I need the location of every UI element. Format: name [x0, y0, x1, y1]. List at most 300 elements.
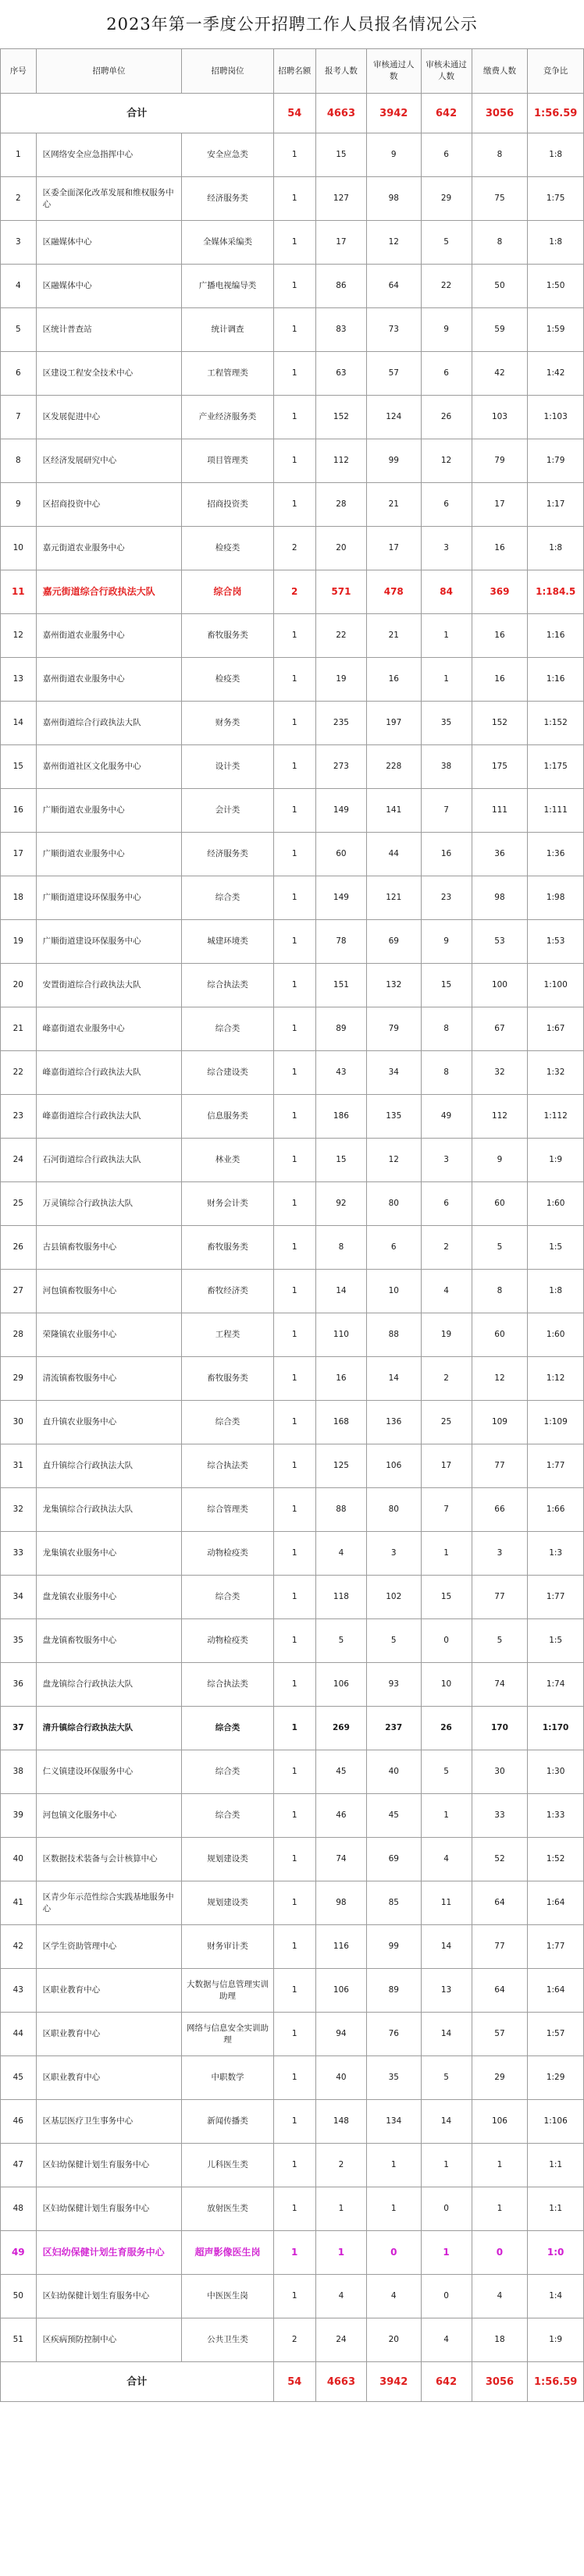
cell-quota: 1 [273, 1707, 315, 1750]
cell-passed: 106 [367, 1444, 421, 1488]
cell-failed: 1 [421, 1532, 472, 1576]
table-row [1, 2187, 584, 2231]
cell-position: 综合岗 [182, 570, 273, 614]
cell-ratio: 1:64 [528, 1881, 584, 1925]
cell-applicants: 63 [315, 352, 366, 396]
header-unit: 招聘单位 [36, 49, 182, 94]
cell-failed: 4 [421, 2318, 472, 2362]
cell-failed: 17 [421, 1444, 472, 1488]
cell-ratio: 1:16 [528, 614, 584, 658]
cell-passed: 73 [367, 308, 421, 352]
cell-applicants: 106 [315, 1969, 366, 2013]
cell-passed: 1 [367, 2187, 421, 2231]
cell-passed: 197 [367, 702, 421, 745]
cell-applicants: 110 [315, 1313, 366, 1357]
cell-paid: 16 [472, 658, 528, 702]
cell-failed: 7 [421, 1488, 472, 1532]
cell-no: 8 [1, 439, 37, 483]
cell-applicants: 273 [315, 745, 366, 789]
cell-failed: 8 [421, 1051, 472, 1095]
cell-applicants: 16 [315, 1357, 366, 1401]
cell-applicants: 571 [315, 570, 366, 614]
cell-passed: 85 [367, 1881, 421, 1925]
cell-quota: 1 [273, 1095, 315, 1139]
table-row [1, 833, 584, 876]
cell-paid: 50 [472, 265, 528, 308]
cell-passed: 45 [367, 1794, 421, 1838]
cell-no: 17 [1, 833, 37, 876]
cell-unit: 嘉元街道农业服务中心 [36, 527, 182, 570]
cell-unit: 区数据技术装备与会计核算中心 [36, 1838, 182, 1881]
total-label: 合计 [1, 2362, 274, 2402]
cell-paid: 16 [472, 614, 528, 658]
total-quota: 54 [273, 94, 315, 133]
total-passed: 3942 [367, 2362, 421, 2402]
header-applicants: 报考人数 [315, 49, 366, 94]
cell-no: 22 [1, 1051, 37, 1095]
cell-applicants: 152 [315, 396, 366, 439]
cell-no: 9 [1, 483, 37, 527]
cell-ratio: 1:8 [528, 1270, 584, 1313]
cell-unit: 清升镇综合行政执法大队 [36, 1707, 182, 1750]
cell-unit: 河包镇畜牧服务中心 [36, 1270, 182, 1313]
total-paid: 3056 [472, 94, 528, 133]
cell-ratio: 1:4 [528, 2275, 584, 2318]
cell-paid: 18 [472, 2318, 528, 2362]
cell-no: 4 [1, 265, 37, 308]
cell-ratio: 1:32 [528, 1051, 584, 1095]
cell-ratio: 1:112 [528, 1095, 584, 1139]
cell-paid: 60 [472, 1313, 528, 1357]
cell-unit: 区建设工程安全技术中心 [36, 352, 182, 396]
cell-passed: 102 [367, 1576, 421, 1619]
cell-position: 动物检疫类 [182, 1619, 273, 1663]
cell-position: 畜牧服务类 [182, 614, 273, 658]
cell-quota: 1 [273, 2275, 315, 2318]
cell-paid: 32 [472, 1051, 528, 1095]
table-row [1, 1532, 584, 1576]
cell-quota: 1 [273, 2187, 315, 2231]
cell-passed: 99 [367, 1925, 421, 1969]
cell-paid: 8 [472, 1270, 528, 1313]
cell-paid: 59 [472, 308, 528, 352]
table-row [1, 658, 584, 702]
cell-quota: 1 [273, 1226, 315, 1270]
cell-applicants: 1 [315, 2187, 366, 2231]
cell-position: 综合管理类 [182, 1488, 273, 1532]
cell-no: 46 [1, 2100, 37, 2144]
cell-paid: 8 [472, 221, 528, 265]
cell-quota: 1 [273, 658, 315, 702]
cell-paid: 79 [472, 439, 528, 483]
cell-passed: 136 [367, 1401, 421, 1444]
cell-ratio: 1:29 [528, 2056, 584, 2100]
cell-no: 27 [1, 1270, 37, 1313]
cell-position: 项目管理类 [182, 439, 273, 483]
cell-no: 39 [1, 1794, 37, 1838]
cell-quota: 1 [273, 265, 315, 308]
cell-failed: 4 [421, 1838, 472, 1881]
cell-applicants: 24 [315, 2318, 366, 2362]
table-row [1, 2013, 584, 2056]
total-quota: 54 [273, 2362, 315, 2402]
cell-quota: 1 [273, 1444, 315, 1488]
cell-no: 38 [1, 1750, 37, 1794]
cell-unit: 清流镇畜牧服务中心 [36, 1357, 182, 1401]
table-row [1, 2318, 584, 2362]
cell-no: 50 [1, 2275, 37, 2318]
cell-ratio: 1:67 [528, 1007, 584, 1051]
cell-position: 动物检疫类 [182, 1532, 273, 1576]
cell-paid: 52 [472, 1838, 528, 1881]
cell-quota: 1 [273, 352, 315, 396]
cell-position: 信息服务类 [182, 1095, 273, 1139]
cell-paid: 77 [472, 1444, 528, 1488]
table-row [1, 1226, 584, 1270]
cell-quota: 1 [273, 1663, 315, 1707]
cell-unit: 区融媒体中心 [36, 265, 182, 308]
table-row [1, 1707, 584, 1750]
cell-unit: 区疾病预防控制中心 [36, 2318, 182, 2362]
cell-passed: 99 [367, 439, 421, 483]
header-failed: 审核未通过人数 [421, 49, 472, 94]
cell-failed: 15 [421, 964, 472, 1007]
cell-unit: 万灵镇综合行政执法大队 [36, 1182, 182, 1226]
cell-applicants: 4 [315, 2275, 366, 2318]
cell-no: 15 [1, 745, 37, 789]
cell-position: 检疫类 [182, 527, 273, 570]
cell-position: 经济服务类 [182, 833, 273, 876]
cell-position: 综合类 [182, 1401, 273, 1444]
cell-position: 新闻传播类 [182, 2100, 273, 2144]
cell-unit: 河包镇文化服务中心 [36, 1794, 182, 1838]
cell-unit: 区职业教育中心 [36, 1969, 182, 2013]
cell-paid: 0 [472, 2231, 528, 2275]
cell-passed: 21 [367, 483, 421, 527]
cell-passed: 80 [367, 1182, 421, 1226]
cell-no: 25 [1, 1182, 37, 1226]
cell-applicants: 116 [315, 1925, 366, 1969]
cell-no: 3 [1, 221, 37, 265]
cell-position: 财务类 [182, 702, 273, 745]
cell-passed: 9 [367, 133, 421, 177]
table-row [1, 1139, 584, 1182]
cell-unit: 石河街道综合行政执法大队 [36, 1139, 182, 1182]
cell-applicants: 74 [315, 1838, 366, 1881]
cell-ratio: 1:109 [528, 1401, 584, 1444]
cell-paid: 16 [472, 527, 528, 570]
cell-passed: 69 [367, 1838, 421, 1881]
cell-ratio: 1:5 [528, 1619, 584, 1663]
cell-failed: 10 [421, 1663, 472, 1707]
cell-unit: 嘉州街道农业服务中心 [36, 614, 182, 658]
cell-applicants: 83 [315, 308, 366, 352]
cell-ratio: 1:17 [528, 483, 584, 527]
cell-ratio: 1:12 [528, 1357, 584, 1401]
cell-applicants: 94 [315, 2013, 366, 2056]
cell-no: 51 [1, 2318, 37, 2362]
cell-quota: 1 [273, 177, 315, 221]
cell-ratio: 1:79 [528, 439, 584, 483]
cell-passed: 124 [367, 396, 421, 439]
cell-failed: 1 [421, 2231, 472, 2275]
cell-position: 工程类 [182, 1313, 273, 1357]
total-paid: 3056 [472, 2362, 528, 2402]
cell-ratio: 1:59 [528, 308, 584, 352]
table-row [1, 1401, 584, 1444]
cell-unit: 区学生资助管理中心 [36, 1925, 182, 1969]
cell-passed: 1 [367, 2144, 421, 2187]
cell-position: 财务审计类 [182, 1925, 273, 1969]
cell-ratio: 1:36 [528, 833, 584, 876]
header-position: 招聘岗位 [182, 49, 273, 94]
cell-no: 42 [1, 1925, 37, 1969]
cell-no: 21 [1, 1007, 37, 1051]
cell-unit: 区委全面深化改革发展和维权服务中心 [36, 177, 182, 221]
total-applicants: 4663 [315, 2362, 366, 2402]
cell-quota: 1 [273, 1925, 315, 1969]
cell-failed: 9 [421, 920, 472, 964]
table-row [1, 1576, 584, 1619]
table-row [1, 1357, 584, 1401]
cell-position: 会计类 [182, 789, 273, 833]
cell-ratio: 1:9 [528, 2318, 584, 2362]
cell-failed: 6 [421, 483, 472, 527]
table-row [1, 2275, 584, 2318]
cell-no: 1 [1, 133, 37, 177]
cell-no: 5 [1, 308, 37, 352]
cell-failed: 16 [421, 833, 472, 876]
cell-applicants: 22 [315, 614, 366, 658]
table-row [1, 614, 584, 658]
cell-failed: 49 [421, 1095, 472, 1139]
cell-paid: 170 [472, 1707, 528, 1750]
cell-paid: 1 [472, 2144, 528, 2187]
cell-passed: 16 [367, 658, 421, 702]
cell-unit: 区网络安全应急指挥中心 [36, 133, 182, 177]
table-row [1, 1663, 584, 1707]
cell-unit: 广顺街道农业服务中心 [36, 789, 182, 833]
cell-unit: 峰嘉街道农业服务中心 [36, 1007, 182, 1051]
cell-paid: 5 [472, 1619, 528, 1663]
cell-no: 24 [1, 1139, 37, 1182]
cell-no: 33 [1, 1532, 37, 1576]
cell-failed: 3 [421, 1139, 472, 1182]
cell-paid: 42 [472, 352, 528, 396]
cell-unit: 区统计普查站 [36, 308, 182, 352]
cell-unit: 直升镇农业服务中心 [36, 1401, 182, 1444]
cell-ratio: 1:175 [528, 745, 584, 789]
cell-failed: 14 [421, 2013, 472, 2056]
cell-unit: 峰嘉街道综合行政执法大队 [36, 1051, 182, 1095]
cell-passed: 228 [367, 745, 421, 789]
cell-ratio: 1:16 [528, 658, 584, 702]
header-passed: 审核通过人数 [367, 49, 421, 94]
cell-applicants: 43 [315, 1051, 366, 1095]
total-row-bottom [1, 2362, 584, 2402]
header-ratio: 竞争比 [528, 49, 584, 94]
cell-position: 广播电视编导类 [182, 265, 273, 308]
cell-ratio: 1:8 [528, 221, 584, 265]
cell-passed: 121 [367, 876, 421, 920]
total-row-top [1, 94, 584, 133]
cell-paid: 67 [472, 1007, 528, 1051]
cell-applicants: 269 [315, 1707, 366, 1750]
cell-paid: 106 [472, 2100, 528, 2144]
cell-applicants: 45 [315, 1750, 366, 1794]
cell-failed: 14 [421, 2100, 472, 2144]
cell-quota: 1 [273, 483, 315, 527]
table-row [1, 1488, 584, 1532]
cell-position: 产业经济服务类 [182, 396, 273, 439]
cell-passed: 3 [367, 1532, 421, 1576]
cell-applicants: 89 [315, 1007, 366, 1051]
header-quota: 招聘名额 [273, 49, 315, 94]
cell-position: 综合类 [182, 1794, 273, 1838]
cell-quota: 2 [273, 570, 315, 614]
cell-applicants: 86 [315, 265, 366, 308]
cell-passed: 478 [367, 570, 421, 614]
cell-passed: 79 [367, 1007, 421, 1051]
cell-quota: 1 [273, 221, 315, 265]
cell-applicants: 92 [315, 1182, 366, 1226]
cell-no: 2 [1, 177, 37, 221]
cell-applicants: 15 [315, 1139, 366, 1182]
cell-unit: 区经济发展研究中心 [36, 439, 182, 483]
cell-passed: 0 [367, 2231, 421, 2275]
cell-no: 18 [1, 876, 37, 920]
cell-unit: 龙集镇农业服务中心 [36, 1532, 182, 1576]
cell-applicants: 149 [315, 876, 366, 920]
cell-paid: 29 [472, 2056, 528, 2100]
cell-paid: 57 [472, 2013, 528, 2056]
table-row [1, 1619, 584, 1663]
cell-no: 34 [1, 1576, 37, 1619]
table-row [1, 920, 584, 964]
cell-passed: 4 [367, 2275, 421, 2318]
cell-paid: 369 [472, 570, 528, 614]
cell-paid: 109 [472, 1401, 528, 1444]
cell-passed: 21 [367, 614, 421, 658]
cell-failed: 35 [421, 702, 472, 745]
total-label: 合计 [1, 94, 274, 133]
header-paid: 缴费人数 [472, 49, 528, 94]
cell-position: 中职数学 [182, 2056, 273, 2100]
registration-table [0, 48, 584, 2402]
cell-quota: 1 [273, 745, 315, 789]
cell-unit: 盘龙镇畜牧服务中心 [36, 1619, 182, 1663]
cell-unit: 广顺街道农业服务中心 [36, 833, 182, 876]
cell-quota: 1 [273, 1969, 315, 2013]
table-row [1, 265, 584, 308]
cell-quota: 1 [273, 1313, 315, 1357]
cell-applicants: 98 [315, 1881, 366, 1925]
cell-ratio: 1:98 [528, 876, 584, 920]
cell-position: 畜牧经济类 [182, 1270, 273, 1313]
cell-ratio: 1:170 [528, 1707, 584, 1750]
cell-position: 统计调查 [182, 308, 273, 352]
cell-unit: 广顺街道建设环保服务中心 [36, 920, 182, 964]
cell-failed: 13 [421, 1969, 472, 2013]
table-row [1, 2144, 584, 2187]
cell-applicants: 5 [315, 1619, 366, 1663]
cell-unit: 嘉州街道农业服务中心 [36, 658, 182, 702]
cell-passed: 20 [367, 2318, 421, 2362]
cell-quota: 1 [273, 876, 315, 920]
cell-passed: 69 [367, 920, 421, 964]
cell-quota: 1 [273, 1139, 315, 1182]
cell-unit: 区妇幼保健计划生育服务中心 [36, 2275, 182, 2318]
cell-passed: 44 [367, 833, 421, 876]
cell-paid: 77 [472, 1925, 528, 1969]
table-row [1, 964, 584, 1007]
cell-ratio: 1:1 [528, 2187, 584, 2231]
cell-no: 26 [1, 1226, 37, 1270]
cell-position: 全媒体采编类 [182, 221, 273, 265]
page-title: 2023年第一季度公开招聘工作人员报名情况公示 [106, 15, 478, 34]
cell-quota: 1 [273, 439, 315, 483]
cell-position: 大数据与信息管理实训助理 [182, 1969, 273, 2013]
cell-failed: 8 [421, 1007, 472, 1051]
cell-unit: 区妇幼保健计划生育服务中心 [36, 2187, 182, 2231]
cell-failed: 22 [421, 265, 472, 308]
cell-no: 48 [1, 2187, 37, 2231]
cell-quota: 1 [273, 1881, 315, 1925]
cell-passed: 88 [367, 1313, 421, 1357]
cell-unit: 仁义镇建设环保服务中心 [36, 1750, 182, 1794]
cell-applicants: 19 [315, 658, 366, 702]
cell-quota: 1 [273, 1576, 315, 1619]
table-row [1, 1838, 584, 1881]
cell-ratio: 1:152 [528, 702, 584, 745]
cell-paid: 4 [472, 2275, 528, 2318]
cell-passed: 135 [367, 1095, 421, 1139]
cell-unit: 区青少年示范性综合实践基地服务中心 [36, 1881, 182, 1925]
table-row [1, 133, 584, 177]
table-row [1, 1444, 584, 1488]
cell-paid: 30 [472, 1750, 528, 1794]
cell-no: 31 [1, 1444, 37, 1488]
cell-passed: 14 [367, 1357, 421, 1401]
cell-quota: 1 [273, 1007, 315, 1051]
cell-unit: 区职业教育中心 [36, 2056, 182, 2100]
cell-position: 超声影像医生岗 [182, 2231, 273, 2275]
table-row [1, 1182, 584, 1226]
cell-no: 45 [1, 2056, 37, 2100]
cell-quota: 1 [273, 1619, 315, 1663]
cell-applicants: 88 [315, 1488, 366, 1532]
cell-quota: 1 [273, 920, 315, 964]
cell-passed: 64 [367, 265, 421, 308]
cell-position: 综合执法类 [182, 1444, 273, 1488]
cell-paid: 53 [472, 920, 528, 964]
cell-failed: 3 [421, 527, 472, 570]
cell-applicants: 1 [315, 2231, 366, 2275]
cell-position: 综合类 [182, 876, 273, 920]
cell-applicants: 78 [315, 920, 366, 964]
cell-failed: 5 [421, 1750, 472, 1794]
cell-paid: 1 [472, 2187, 528, 2231]
cell-position: 工程管理类 [182, 352, 273, 396]
total-passed: 3942 [367, 94, 421, 133]
table-row [1, 1969, 584, 2013]
cell-unit: 古县镇畜牧服务中心 [36, 1226, 182, 1270]
cell-unit: 直升镇综合行政执法大队 [36, 1444, 182, 1488]
cell-failed: 29 [421, 177, 472, 221]
table-row [1, 483, 584, 527]
cell-unit: 广顺街道建设环保服务中心 [36, 876, 182, 920]
cell-ratio: 1:100 [528, 964, 584, 1007]
